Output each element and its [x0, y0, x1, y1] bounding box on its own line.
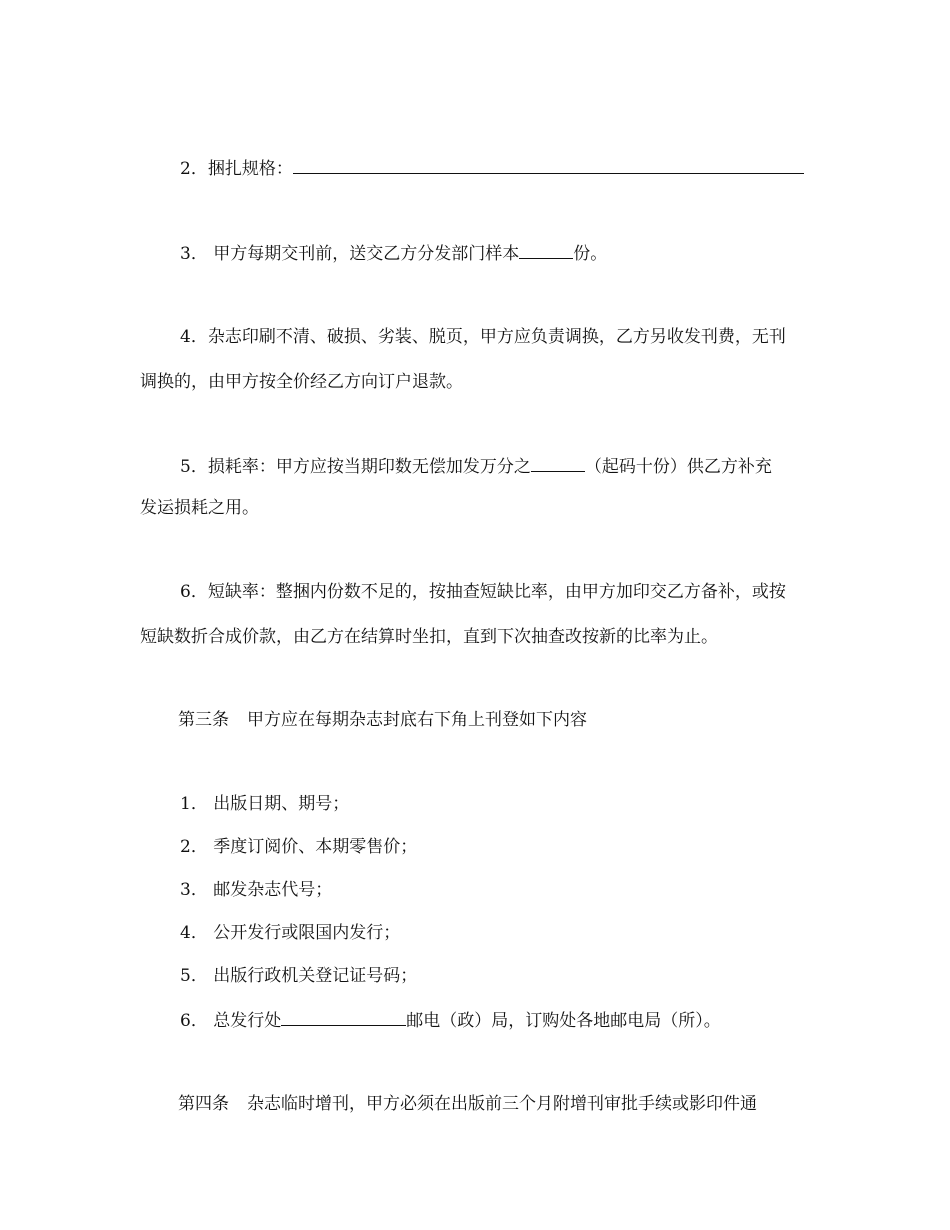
clause-3-item-2: 2． 季度订阅价、本期零售价； [180, 837, 418, 857]
clause-3-item-3: 3． 邮发杂志代号； [180, 880, 333, 900]
clause-4-text: 杂志临时增刊，甲方必须在出版前三个月附增刊审批手续或影印件通 [247, 1094, 757, 1114]
sample-count-blank [519, 240, 573, 259]
clause-3-item-6 [180, 1007, 721, 1031]
clause-4-heading: 第四条 [178, 1094, 229, 1114]
distribution-office-blank [281, 1007, 406, 1026]
binding-spec-blank [293, 155, 804, 174]
clause-3-item-6-text: 6． 总发行处 [180, 1011, 282, 1031]
item-loss-rate-line1 [180, 453, 772, 477]
item-loss-rate-suffix: （起码十份）供乙方补充 [584, 457, 772, 477]
clause-3-text: 甲方应在每期杂志封底右下角上刊登如下内容 [247, 710, 587, 730]
clause-3-item-6-suffix: 邮电（政）局，订购处各地邮电局（所）。 [406, 1011, 721, 1031]
item-sample-copies [180, 240, 607, 264]
item-print-quality-line2: 调换的，由甲方按全价经乙方向订户退款。 [140, 372, 463, 392]
loss-rate-blank [531, 453, 585, 472]
item-sample-copies-suffix: 份。 [573, 244, 608, 264]
item-print-quality-line1: 4．杂志印刷不清、破损、劣装、脱页，甲方应负责调换，乙方另收发刊费，无刊 [180, 327, 786, 347]
item-loss-rate-line2: 发运损耗之用。 [140, 498, 259, 518]
item-binding-spec-label: 2．捆扎规格： [180, 159, 293, 179]
clause-3-item-1: 1． 出版日期、期号； [180, 794, 350, 814]
item-loss-rate-text: 5．损耗率：甲方应按当期印数无偿加发万分之 [180, 457, 531, 477]
clause-4-heading-line [178, 1092, 757, 1116]
clause-3-item-5: 5． 出版行政机关登记证号码； [180, 966, 418, 986]
item-shortage-line1: 6．短缺率：整捆内份数不足的，按抽查短缺比率，由甲方加印交乙方备补，或按 [180, 582, 786, 602]
clause-3-heading: 第三条 [178, 710, 229, 730]
clause-3-item-4: 4． 公开发行或限国内发行； [180, 923, 401, 943]
item-sample-copies-text: 3． 甲方每期交刊前，送交乙方分发部门样本 [180, 244, 520, 264]
item-shortage-line2: 短缺数折合成价款，由乙方在结算时坐扣，直到下次抽查改按新的比率为止。 [140, 627, 718, 647]
clause-3-heading-line [178, 708, 587, 732]
item-binding-spec [180, 155, 804, 179]
